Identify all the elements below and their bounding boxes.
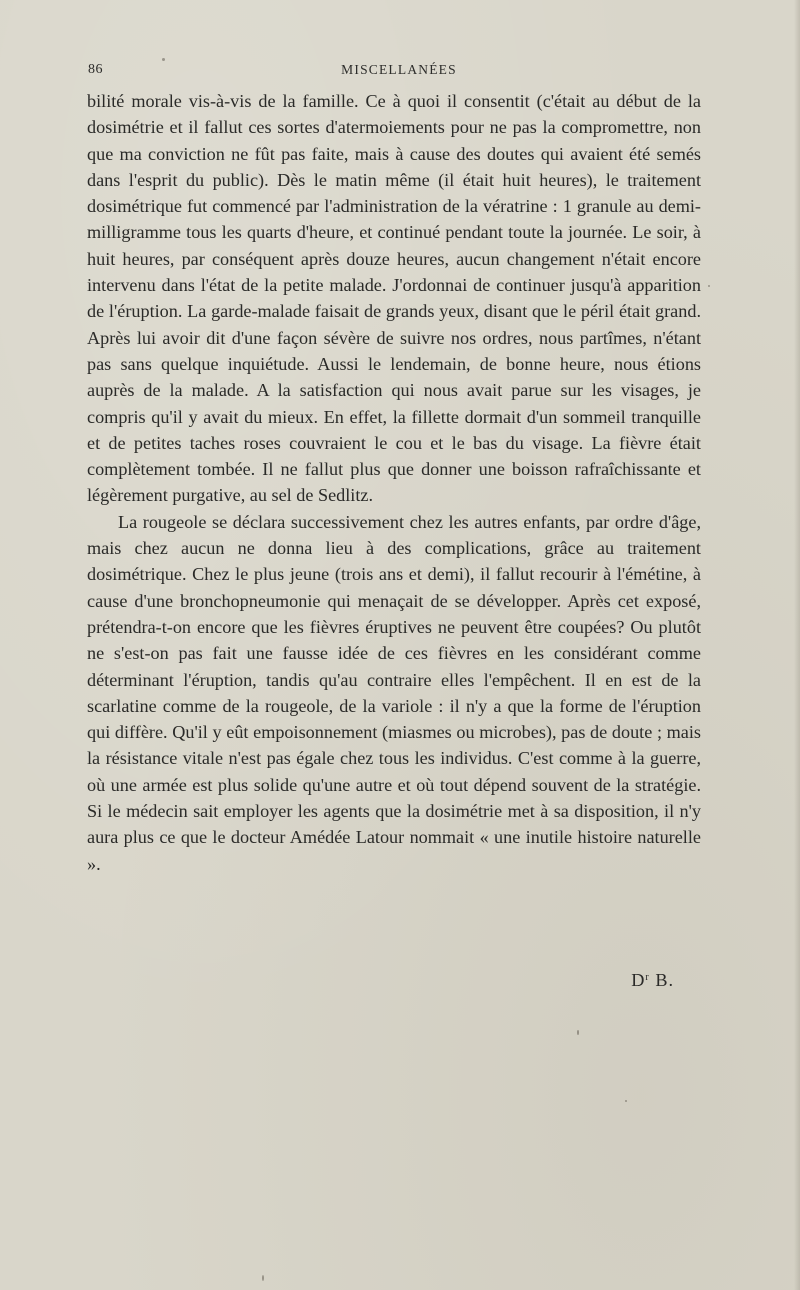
paragraph-1: bilité morale vis-à-vis de la famille. Ce à quoi il consentit (c'était au début de la dosimétrie et il fallut ces sortes d'atermoiements pour ne pas la compromettre, non que ma conviction ne fût pas faite, mais à cause des doutes qui avaient été semés dans l'esprit du public). Dès le matin même (il était huit heures), le traitement dosimétrique fut commencé par l'administration de la vératrine : 1 granule au demi-milligramme tous les quarts d'heure, et continué pendant toute la journée. Le soir, à huit heures, par conséquent après douze heures, aucun changement n'était encore intervenu dans l'état de la petite malade. J'ordonnai de continuer jusqu'à apparition de l'éruption. La garde-malade faisait de grands yeux, disant que le péril était grand. Après lui avoir dit d'une façon sévère de suivre nos ordres, nous partîmes, n'étant pas sans quelque inquiétude. Aussi le lendemain, de bonne heure, nous étions auprès de la malade. A la satisfaction qui nous avait parue sur les visages, je compris qu'il y avait du mieux. En effet, la fillette dormait d'un sommeil tranquille et de petites taches roses couvraient le cou et le bas du visage. La fièvre était complètement tombée. Il ne fallut plus que donner une boisson rafraîchissante et légèrement purgative, au sel de Sedlitz. [87,91,701,506]
page-edge-shadow [794,0,800,1290]
signature-initial: B. [655,970,674,990]
signature-title-superscript: r [645,972,650,983]
paper-speck [625,1100,627,1102]
body-text [87,88,701,877]
section-title: MISCELLANÉES [341,62,457,77]
paper-speck [577,1030,579,1035]
paragraph-2: La rougeole se déclara successivement chez les autres enfants, par ordre d'âge, mais chez aucun ne donna lieu à des complications, grâce au traitement dosimétrique. Chez le plus jeune (trois ans et demi), il fallut recourir à l'émétine, à cause d'une bronchopneumonie qui menaçait de se développer. Après cet exposé, prétendra-t-on encore que les fièvres éruptives ne peuvent être coupées? Ou plutôt ne s'est-on pas fait une fausse idée de ces fièvres en les considérant comme déterminant l'éruption, tandis qu'au contraire elles l'empêchent. Il en est de la scarlatine comme de la rougeole, de la variole : il n'y a que la forme de l'éruption qui diffère. Qu'il y eût empoisonnement (miasmes ou microbes), pas de doute ; mais la résistance vitale n'est pas égale chez tous les individus. C'est comme à la guerre, où une armée est plus solide qu'une autre et où tout dépend souvent de la stratégie. Si le médecin sait employer les agents que la dosimétrie met à sa disposition, il n'y aura plus ce que le docteur Amédée Latour nommait « une inutile histoire naturelle ». [87,511,701,874]
paper-speck [162,58,165,61]
paper-speck [708,285,710,287]
running-head [88,62,700,80]
page-number: 86 [88,62,103,77]
paper-speck [262,1275,264,1281]
signature-title: D [631,970,646,990]
signature [631,970,674,991]
